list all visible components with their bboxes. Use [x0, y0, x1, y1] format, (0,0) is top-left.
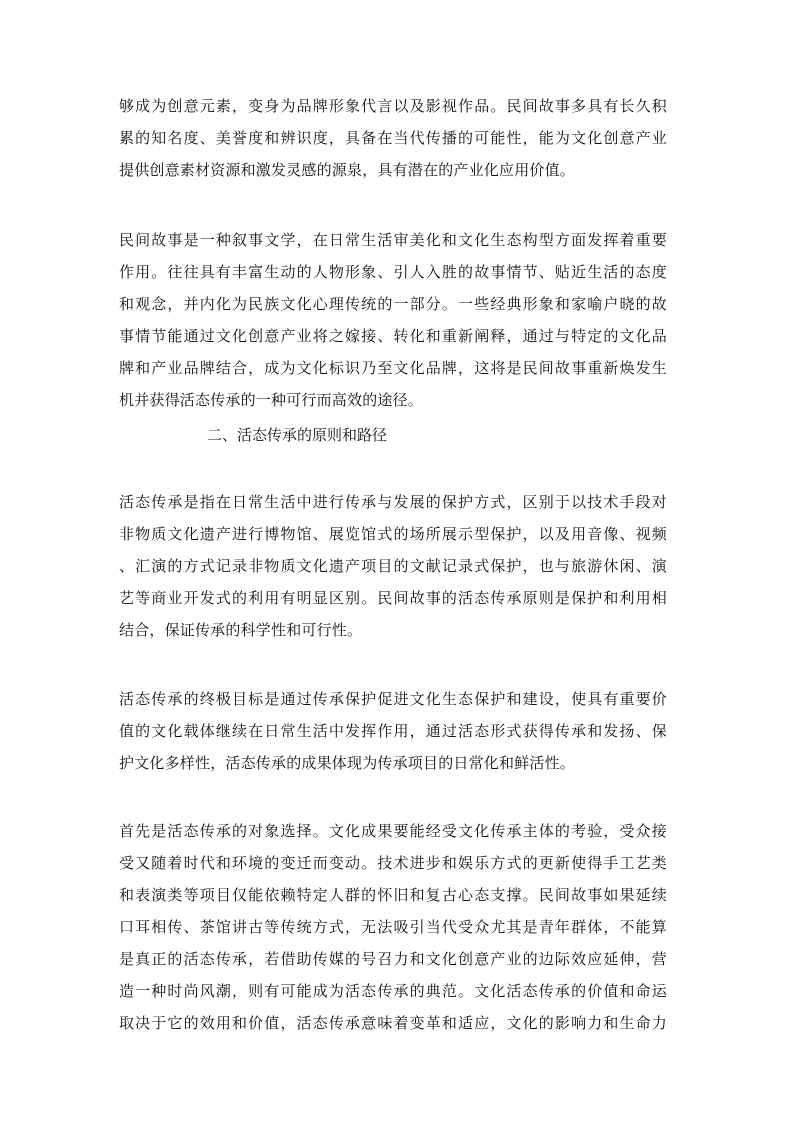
paragraph-2 — [119, 224, 667, 416]
paragraph-line: 够成为创意元素，变身为品牌形象代言以及影视作品。民间故事多具有长久积 — [119, 97, 667, 115]
paragraph-line: 事情节能通过文化创意产业将之嫁接、转化和重新阐释，通过与特定的文化品 — [119, 327, 667, 345]
paragraph-line: 累的知名度、美誉度和辨识度，具备在当代传播的可能性，能为文化创意产业 — [119, 129, 667, 147]
paragraph-line: 艺等商业开发式的利用有明显区别。民间故事的活态传承原则是保护和利用相 — [119, 589, 667, 607]
paragraph-4 — [119, 683, 667, 779]
paragraph-line: 口耳相传、茶馆讲古等传统方式，无法吸引当代受众尤其是青年群体，不能算 — [119, 918, 667, 936]
paragraph-line: 结合，保证传承的科学性和可行性。 — [119, 621, 363, 639]
paragraph-line: 护文化多样性，活态传承的成果体现为传承项目的日常化和鲜活性。 — [119, 754, 576, 772]
paragraph-line: 首先是活态传承的对象选择。文化成果要能经受文化传承主体的考验，受众接 — [119, 822, 667, 840]
paragraph-line: 和表演类等项目仅能依赖特定人群的怀旧和复古心态支撑。民间故事如果延续 — [119, 886, 667, 904]
paragraph-line: 受又随着时代和环境的变迁而变动。技术进步和娱乐方式的更新使得手工艺类 — [119, 854, 667, 872]
paragraph-line: 牌和产业品牌结合，成为文化标识乃至文化品牌，这将是民间故事重新焕发生 — [119, 359, 667, 377]
paragraph-line: 活态传承是指在日常生活中进行传承与发展的保护方式，区别于以技术手段对 — [119, 493, 667, 511]
paragraph-line: 活态传承的终极目标是通过传承保护促进文化生态保护和建设，使具有重要价 — [119, 690, 667, 708]
paragraph-line: 和观念，并内化为民族文化心理传统的一部分。一些经典形象和家喻户晓的故 — [119, 295, 667, 313]
paragraph-line: 非物质文化遗产进行博物馆、展览馆式的场所展示型保护，以及用音像、视频 — [119, 525, 667, 543]
paragraph-line: 提供创意素材资源和激发灵感的源泉，具有潜在的产业化应用价值。 — [119, 161, 576, 179]
paragraph-line: 取决于它的效用和价值，活态传承意味着变革和适应，文化的影响力和生命力 — [119, 1014, 667, 1032]
paragraph-3 — [119, 486, 667, 646]
section-heading: 二、活态传承的原则和路径 — [207, 426, 388, 444]
paragraph-line: 机并获得活态传承的一种可行而高效的途径。 — [119, 391, 424, 409]
paragraph-line: 造一种时尚风潮，则有可能成为活态传承的典范。文化活态传承的价值和命运 — [119, 982, 667, 1000]
paragraph-line: 值的文化载体继续在日常生活中发挥作用，通过活态形式获得传承和发扬、保 — [119, 722, 667, 740]
paragraph-line: 作用。往往具有丰富生动的人物形象、引人入胜的故事情节、贴近生活的态度 — [119, 263, 667, 281]
paragraph-1 — [119, 90, 667, 186]
paragraph-5 — [119, 815, 667, 1039]
paragraph-line: 是真正的活态传承，若借助传媒的号召力和文化创意产业的边际效应延伸，营 — [119, 950, 667, 968]
paragraph-line: 、汇演的方式记录非物质文化遗产项目的文献记录式保护，也与旅游休闲、演 — [119, 557, 667, 575]
paragraph-line: 民间故事是一种叙事文学，在日常生活审美化和文化生态构型方面发挥着重要 — [119, 231, 667, 249]
